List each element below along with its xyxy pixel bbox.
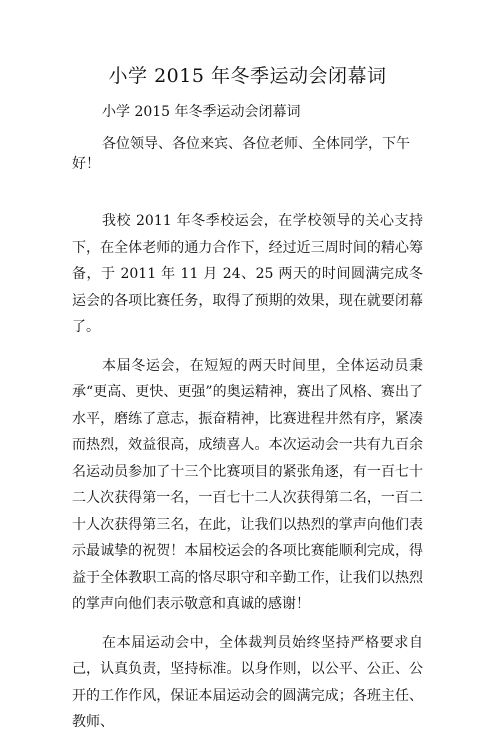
paragraph-2: 本届冬运会，在短短的两天时间里，全体运动员秉承“更高、更快、更强”的奥运精神，赛出了风格、赛出了水平，磨练了意志，振奋精神，比赛进程井然有序，紧凑而热烈，效益很高，成绩喜人。本次运动会一共有九百余名运动员参加了十三个比赛项目的紧张角逐，有一百七十二人次获得第一名，一百七十二人次获得第二名，一百二十人次获得第三名，在此，让我们以热烈的掌声向他们表示最诚挚的祝贺！本届校运会的各项比赛能顺利完成，得益于全体教职工高的恪尽职守和辛勤工作，让我们以热烈的掌声向他们表示敬意和真诚的感谢！ <box>72 357 423 612</box>
paragraph-3: 在本届运动会中，全体裁判员始终坚持严格要求自己，认真负责，坚持标准。以身作则，以公平、公正、公开的工作作风，保证本届运动会的圆满完成；各班主任、教师、 <box>72 634 423 730</box>
greeting-line: 各位领导、各位来宾、各位老师、全体同学，下午好！ <box>72 136 410 172</box>
paragraph-1: 我校 2011 年冬季校运会，在学校领导的关心支持下，在全体老师的通力合作下，经过近三周时间的精心筹备，于 2011 年 11 月 24、25 两天的时间圆满完成冬运会的各项比赛任务，取得了预期的效果，现在就要闭幕了。 <box>72 213 423 335</box>
document-subtitle: 小学 2015 年冬季运动会闭幕词 <box>102 104 301 120</box>
document-body <box>72 208 423 736</box>
document-title: 小学 2015 年冬季运动会闭幕词 <box>108 65 387 87</box>
